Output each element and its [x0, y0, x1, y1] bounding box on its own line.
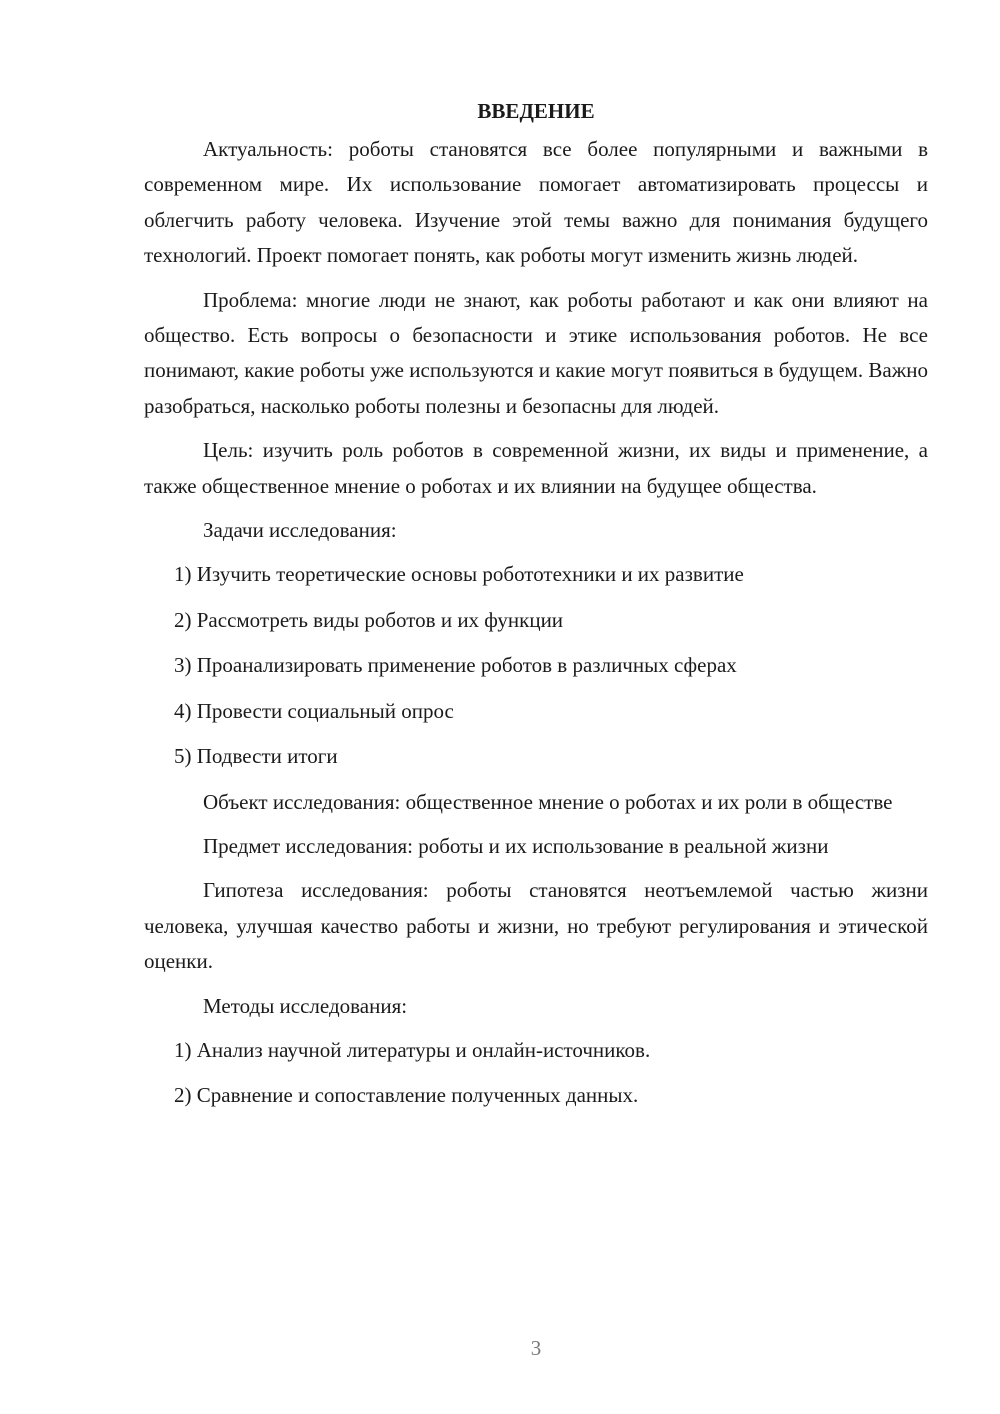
- methods-label: Методы исследования:: [203, 993, 408, 1018]
- task-item: 2) Рассмотреть виды роботов и их функции: [174, 607, 564, 632]
- hypothesis-paragraph: Гипотеза исследования: роботы становятся неотъемлемой частью жизни человека, улучшая качество работы и жизни, но требуют регулирования и этической оценки.: [144, 878, 928, 974]
- task-item: 1) Изучить теоретические основы робототехники и их развитие: [174, 562, 744, 587]
- section-title: ВВЕДЕНИЕ: [477, 99, 595, 123]
- page-number: 3: [530, 1336, 542, 1360]
- relevance-paragraph: Актуальность: роботы становятся все более популярными и важными в современном мире. Их использование помогает автоматизировать процессы и облегчить работу человека. Изучение этой темы важно для понимания будущего технологий. Проект помогает понять, как роботы могут изменить жизнь людей.: [144, 137, 928, 268]
- problem-paragraph: Проблема: многие люди не знают, как роботы работают и как они влияют на общество. Есть вопросы о безопасности и этике использования роботов. Не все понимают, какие роботы уже используются и какие могут появиться в будущем. Важно разобраться, насколько роботы полезны и безопасны для людей.: [144, 287, 928, 418]
- tasks-list: [144, 557, 928, 774]
- method-item: 1) Анализ научной литературы и онлайн-источников.: [174, 1037, 651, 1062]
- methods-list: [144, 1033, 928, 1114]
- tasks-label: Задачи исследования:: [203, 518, 397, 543]
- subject-paragraph: Предмет исследования: роботы и их использование в реальной жизни: [203, 833, 829, 858]
- goal-paragraph: Цель: изучить роль роботов в современной жизни, их виды и применение, а также общественное мнение о роботах и их влиянии на будущее общества.: [144, 438, 928, 498]
- object-paragraph: Объект исследования: общественное мнение о роботах и их роли в обществе: [203, 789, 893, 814]
- page-content: [144, 96, 928, 1124]
- task-item: 5) Подвести итоги: [174, 744, 338, 769]
- task-item: 4) Провести социальный опрос: [174, 698, 454, 723]
- method-item: 2) Сравнение и сопоставление полученных данных.: [174, 1083, 639, 1108]
- task-item: 3) Проанализировать применение роботов в различных сферах: [174, 653, 737, 678]
